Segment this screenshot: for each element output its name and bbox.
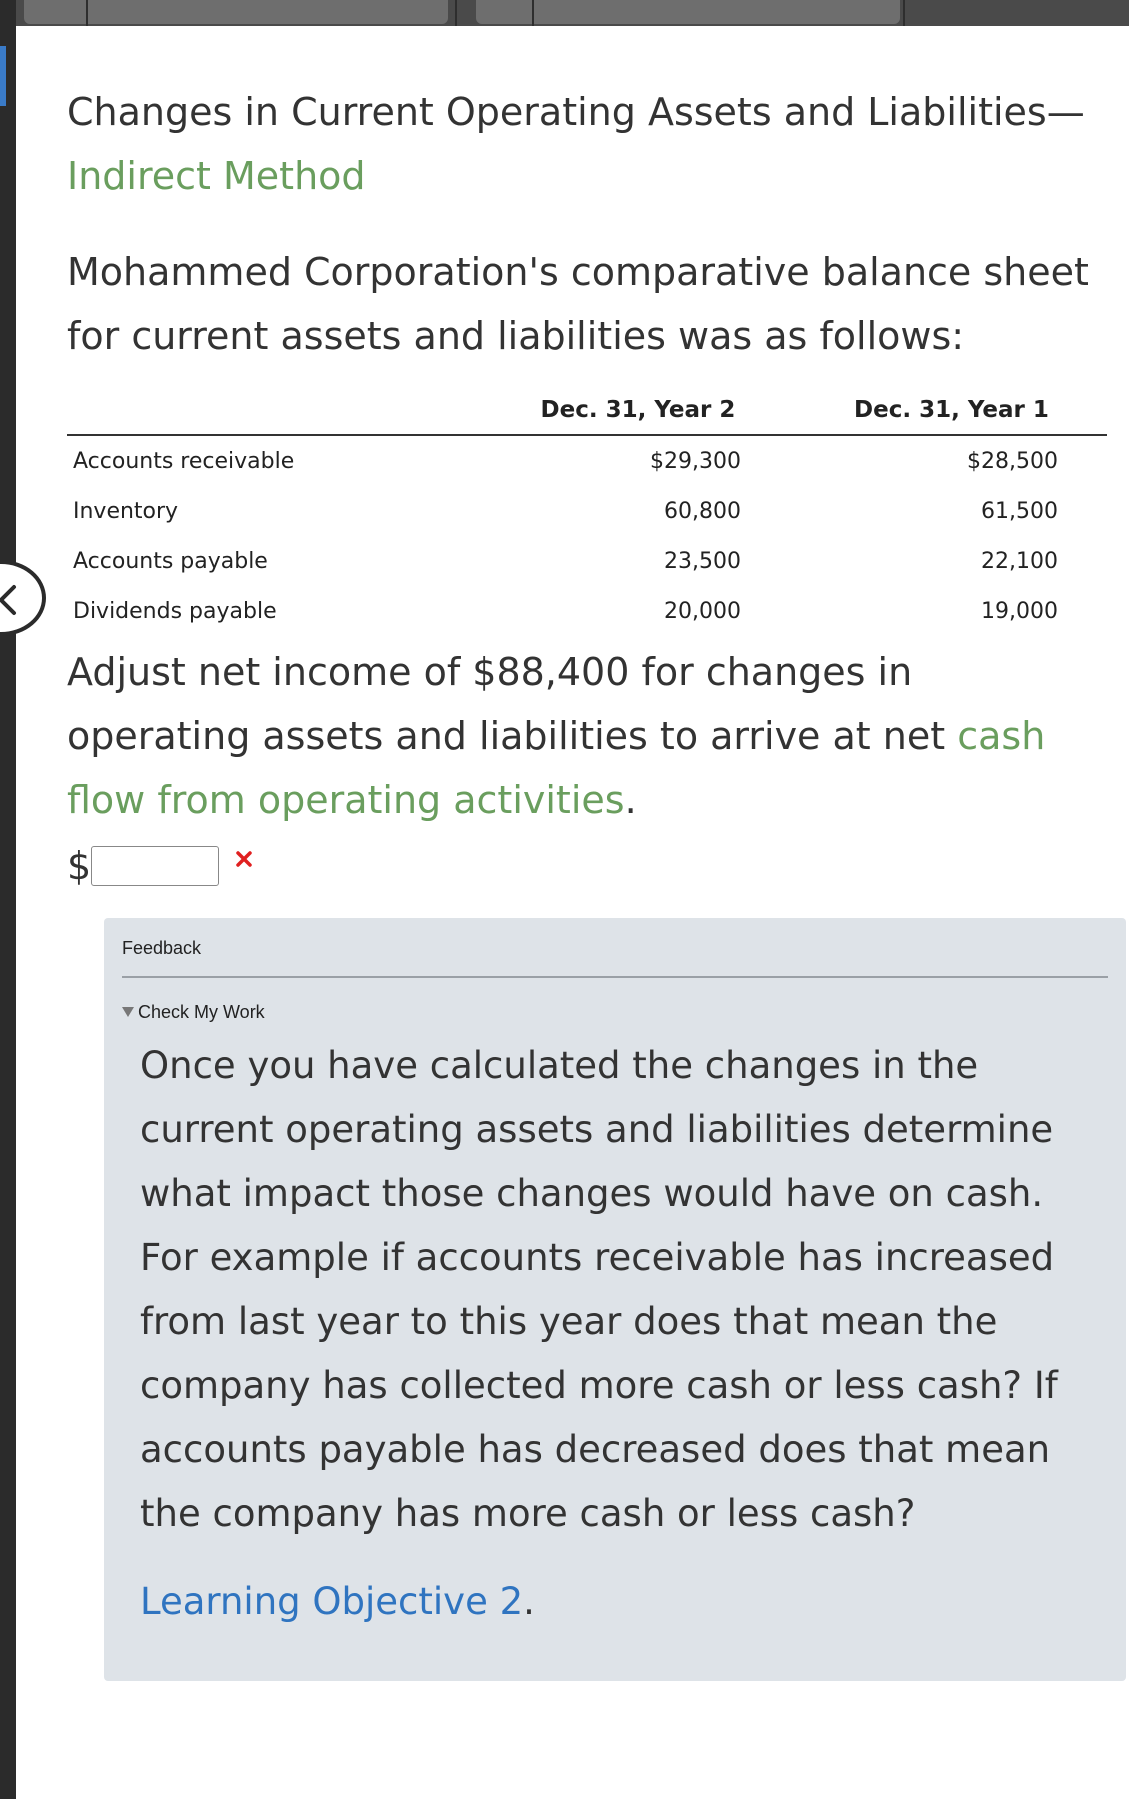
chevron-left-icon (0, 584, 18, 616)
learning-objective-line (140, 1580, 535, 1623)
triangle-down-icon (122, 1007, 134, 1017)
feedback-divider (122, 976, 1108, 978)
row-label: Accounts receivable (73, 448, 295, 474)
title-subtitle: Indirect Method (67, 154, 366, 198)
table-row (67, 536, 1107, 586)
table-row (67, 486, 1107, 536)
check-my-work-toggle[interactable] (122, 1002, 265, 1023)
x-mark-icon (235, 850, 253, 868)
toolbar-divider (903, 0, 905, 26)
left-rail (0, 0, 16, 1799)
table-row (67, 435, 1107, 486)
toolbar-divider (455, 0, 457, 26)
cell-year1: 61,500 (981, 498, 1058, 524)
learning-objective-link[interactable]: Learning Objective 2 (140, 1580, 524, 1623)
back-button[interactable] (0, 560, 46, 636)
toolbar-divider (86, 0, 88, 26)
column-header-year2: Dec. 31, Year 2 (480, 386, 796, 435)
feedback-panel (104, 918, 1126, 1681)
cell-year2: 23,500 (663, 548, 741, 574)
title-main: Changes in Current Operating Assets and Liabilities— (67, 90, 1085, 134)
page-title (67, 80, 1107, 208)
cell-year1: 22,100 (981, 548, 1058, 574)
row-label: Inventory (73, 498, 179, 524)
row-label: Accounts payable (73, 548, 268, 574)
question-content (67, 80, 1107, 898)
feedback-body: Once you have calculated the changes in the current operating assets and liabilities determine what impact those changes would have on cash. For example if accounts receivable has increased from last year to this year does that mean the company has collected more cash or less cash? If accounts payable has decreased does that mean the company has more cash or less cash? (140, 1044, 1058, 1535)
toolbar-tab[interactable] (476, 0, 900, 24)
glossary-link[interactable]: cash flow from operating activities (67, 714, 1046, 822)
feedback-title: Feedback (122, 938, 202, 958)
table-row (67, 586, 1107, 636)
check-my-work-label: Check My Work (138, 1002, 265, 1022)
column-header (67, 386, 480, 435)
cell-year1: 19,000 (981, 598, 1058, 624)
currency-symbol: $ (67, 844, 92, 888)
table-header-row (67, 386, 1107, 435)
column-header-year1: Dec. 31, Year 1 (796, 386, 1107, 435)
toolbar-divider (532, 0, 534, 26)
intro-text: Mohammed Corporation's comparative balance sheet for current assets and liabilities was as follows: (67, 250, 1089, 358)
instruction-prefix: Adjust net income of $88,400 for changes in operating assets and liabilities to arrive at net (67, 650, 958, 758)
cell-year1: $28,500 (967, 448, 1058, 474)
answer-input[interactable] (91, 846, 219, 886)
cell-year2: $29,300 (649, 448, 741, 474)
learning-objective-suffix: . (523, 1580, 535, 1623)
balance-sheet-table (67, 386, 1107, 636)
cell-year2: 20,000 (663, 598, 741, 624)
rail-accent (0, 46, 6, 106)
instruction-suffix: . (624, 778, 637, 822)
cell-year2: 60,800 (663, 498, 741, 524)
answer-row (67, 842, 1107, 898)
instruction-text (67, 640, 1107, 832)
row-label: Dividends payable (73, 598, 277, 624)
top-toolbar (0, 0, 1129, 26)
